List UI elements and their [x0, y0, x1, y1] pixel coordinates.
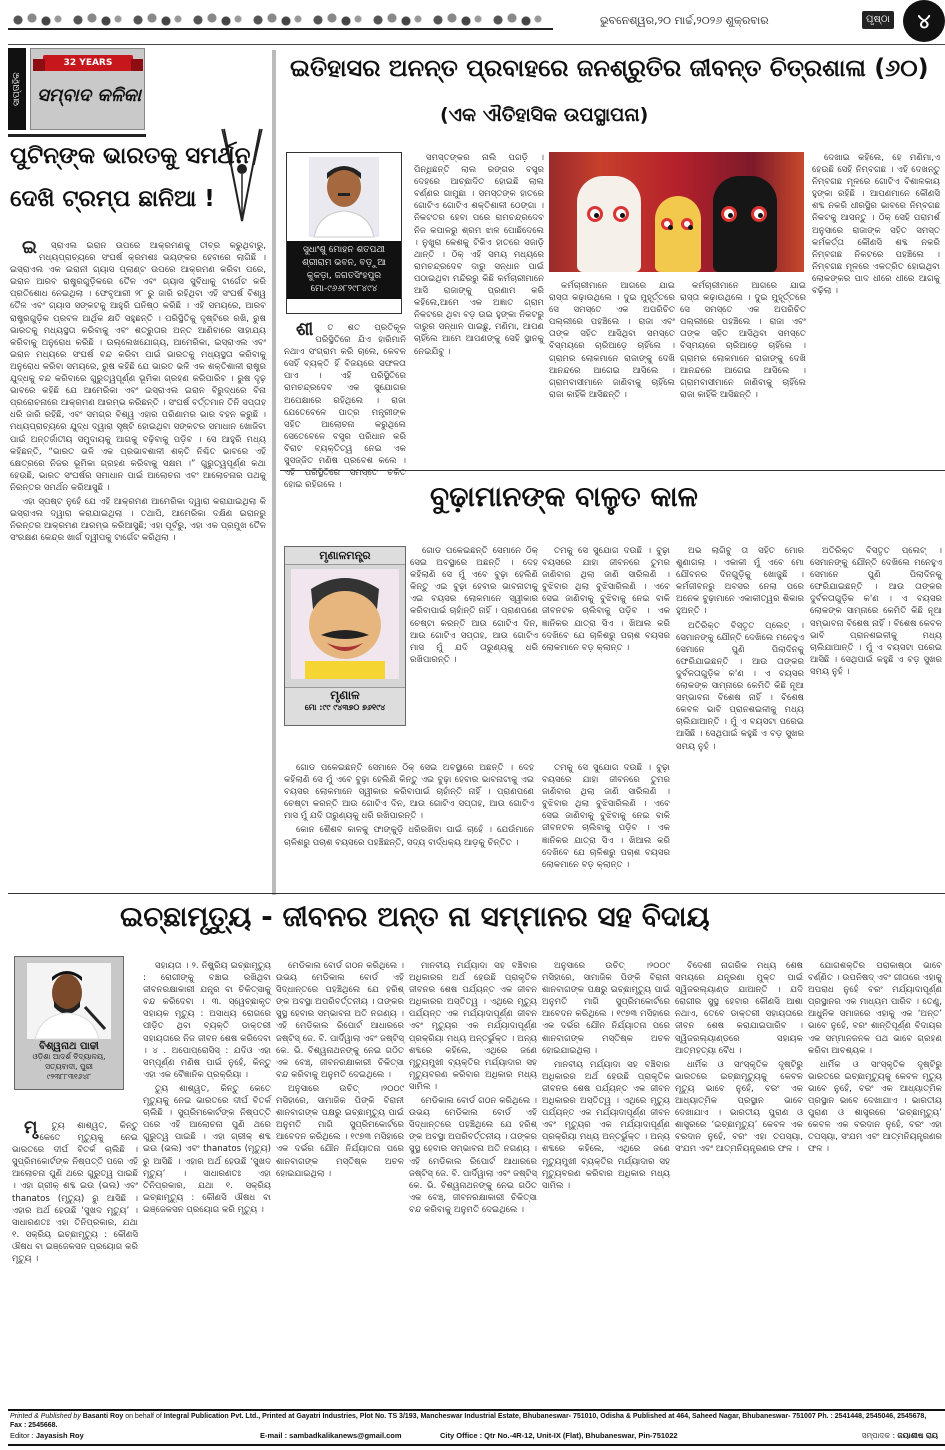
story1-column: [812, 152, 940, 462]
story1-column: [284, 319, 406, 491]
story3-column: [143, 960, 271, 1405]
story3-text: ତ୍ୟୁ ଶାଶ୍ୱତ, କିନ୍ତୁ କେତେ ମୃତ୍ୟୁକୁ ନେଇ ଭାରତରେ ଦୀର୍ଘ ବିତର୍କ ଚାଲିଛି । ସୁପ୍ରିମକୋର୍ଟଙ୍କ ନିଷ୍ପତ୍ତି ପରେ ଏହି ଆଲୋଚନା ପୁଣି ଥରେ ଗୁରୁତ୍ୱ ପାଇଛି । ଏହା ଗ୍ରୀକ୍ ଶବ୍ଦ ଇଉ (ଭଲ) ଏବଂ thanatos (ମୃତ୍ୟୁ) ରୁ ଆସିଛି । ଏହାର ଅର୍ଥ ହେଉଛି ‘ସୁଖଦ ମୃତ୍ୟୁ’ । ସାଧାରଣତଃ ଏହା ତିନିପ୍ରକାର, ଯଥା ୧. ସକ୍ରିୟ ଇଚ୍ଛାମୃତ୍ୟୁ : କୌଣସି ଔଷଧ ବା ଇଞ୍ଜେକସନ ପ୍ରୟୋଗ କରି ମୃତ୍ୟୁ ।: [12, 1121, 138, 1265]
imprint-details: Integral Publication Pvt. Ltd., Printed at Gayatri Industries, Plot No. TS 3/193, Mancheswar Industrial Estate, Bhubaneswar- 751010, Odisha & Published at 464, Saheed Nagar, Bhubaneswar- 751007 Ph. : 2541448, 2545046, 2545678, Fax : 2545668.: [10, 1413, 927, 1429]
editorial-paragraph: ସ୍ରାଏଲ ଇରାନ ଉପରେ ଆକ୍ରମଣକୁ ତୀବ୍ର କରୁଥିବାରୁ, ମଧ୍ୟପ୍ରାଚ୍ୟରେ ସଂଘର୍ଷ କ୍ରମଶଃ ଭୟଙ୍କର ହେବାରେ ଲାଗିଛି । ଇସ୍ରାଏଲ ଏକ ଇରାନୀ ଗ୍ୟାସ ପ୍ଲାଣ୍ଟ ଉପରେ ଆକ୍ରମଣ କରିବା ପରେ, ଇରାନ ଆରବ ରାଷ୍ଟ୍ରଗୁଡ଼ିକରେ ତୈଳ ଏବଂ ଗ୍ୟାସ ସୁବିଧାକୁ ଟାର୍ଗେଟ କରି ପ୍ରତିଶୋଧ ନେଇଥିଲା । ଫେବୃଆରୀ ୨୮ ରୁ ଜାରି ରହିଥିବା ଏହି ସଂଘର୍ଷ ବିଶ୍ୱ ତୈଳ ଏବଂ ଗ୍ୟାସ ସଙ୍କଟକୁ ଆହୁରି ଘନିଷ୍ଠ କରିଛି । ଏହି ସମୟରେ, ଆରବ ରାଷ୍ଟ୍ରଗୁଡ଼ିକ ପ୍ରବଳ ଆର୍ଥିକ କ୍ଷତି ସହୁଛନ୍ତି । ପରିସ୍ଥିତିକୁ ଦୃଷ୍ଟିରେ ରଖି, ରୁଷ ଭାରତକୁ ମଧ୍ୟସ୍ଥତା କରିବାକୁ ଏବଂ ଶତ୍ରୁତାର ଅନ୍ତ ଆଣିବାରେ ସାହାଯ୍ୟ କରିବାକୁ ଅନୁରୋଧ କରିଛି । ଉଲ୍ଲେଖଯୋଗ୍ୟ, ଆମେରିକା, ଇସ୍ରାଏଲ ଏବଂ ଇରାନ ମଧ୍ୟରେ ସଂଘର୍ଷ ବନ୍ଦ କରିବା ପାଇଁ ଭାରତକୁ ମଧ୍ୟସ୍ଥତା କରିବାକୁ ଅନୁରୋଧ କରିବା ସମୟରେ, ରୁଷ କହିଛି ଯେ ଭାରତ ଭଳି ଏକ ଶକ୍ତିଶାଳୀ ରାଷ୍ଟ୍ର ଯୁଦ୍ଧକୁ ବନ୍ଦ କରିବାରେ ଗୁରୁତ୍ୱପୂର୍ଣ୍ଣ ଭୂମିକା ଗ୍ରହଣ କରିପାରିବ । ରୁଷ ଦୃଢ଼ ଭାବରେ କହିଛି ଯେ ଆମେରିକା ଏବଂ ଇସ୍ରାଏଲ ଇରାନ ବିରୁଦ୍ଧରେ ବିନା ପ୍ରରୋଚନାରେ ଆକ୍ରମଣ ଆରମ୍ଭ କରିଛନ୍ତି । ସଂଘର୍ଷ ବର୍ତ୍ତମାନ ତିନି ସପ୍ତାହ ଧରି ଜାରି ରହିଛି, ଏବଂ ସମଗ୍ର ବିଶ୍ୱ ଏହାର ପରିଣାମର ଭାର ବହନ କରୁଛି । ମଧ୍ୟପ୍ରାଚ୍ୟରେ ଯୁଦ୍ଧ ଦ୍ୱାରା ସୃଷ୍ଟି ହୋଇଥିବା ସଙ୍କଟର ସମାଧାନ ଖୋଜିବା ପାଇଁ ଅନ୍ତର୍ଜାତୀୟ ସମୁଦାୟକୁ ଆଗକୁ ବଢ଼ିବାକୁ ପଡ଼ିବ । ସେ ଆହୁରି ମଧ୍ୟ କହିଛନ୍ତି, “ଭାରତ ଭଳି ଏକ ପ୍ରଭାବଶାଳୀ ଶକ୍ତି ନିଶ୍ଚିତ ଭାବରେ ଏହି କ୍ଷେତ୍ରରେ ନିଜର ଭୂମିକା ଗ୍ରହଣ କରିବାକୁ ସକ୍ଷମ ।” ଗୁରୁତ୍ୱପୂର୍ଣ୍ଣ କଥା ହେଉଛି, ଭାରତ ସଂଘର୍ଷର ସମାଧାନ ପାଇଁ ଆଲୋଚନା ଏବଂ ଆଲୋଚନାର ପଥକୁ ନିରନ୍ତର ସମର୍ଥନ କରିଆସୁଛି ।: [10, 241, 266, 493]
decorative-flower-band: [8, 10, 553, 30]
author-address: ଶ୍ରୀରାମ ଭବନ, ବଡ଼ୁଆ: [302, 258, 386, 268]
story2-text: ଅତିରିକ୍ତ ବିସ୍ତୃତ ପ୍ଲେଟ୍ । ସେମାନଙ୍କୁ ଯୌନ୍ତି ଦେଖିଲେ ମନେହୁଏ ସେମାନେ ପୁଣି ପିଲାଦିନକୁ ଫେରିଯାଇଛନ୍ତି । ଆଉ ତାଙ୍କର ଦୁର୍ବଳତାଗୁଡ଼ିକ କ'ଣ । ଏ ବୟସର ଲୋକଙ୍କ ସାମ୍ନାରେ କେମିତି କିଛି ନୂଆ ସମ୍ଭାବନା ବିଶେଷ ନାହିଁ । ବିଶେଷ କେବଳ ଭାବି ପ୍ରାନଶଇଳୀକୁ ମଧ୍ୟ ଚାଲିଯାଆନ୍ତି । ମୁଁ ଏ ବୟସଟା ପରେଇ ଆସିଛି । ସେଥିପାଇଁ କହୁଛି ଏ ବଡ଼ ସୁଖର ସମୟ ନୁହଁ ।: [676, 620, 804, 752]
editorial-headline-line1: ପୁଟିନ୍‌ଙ୍କ ଭାରତକୁ ସମର୍ଥନ: [10, 143, 251, 169]
page-number: ୪: [903, 0, 945, 42]
author-phone: ୯୨୩୮୮୩୧୬୪୮: [46, 1072, 92, 1081]
deity-subhadra: [655, 196, 701, 272]
column-name: ମୃଣାଳମନ୍ତ୍ର: [285, 547, 405, 565]
editorial-headline-line2: ଦେଖି ଟ୍ରମ୍ପ ଛାନିଆ !: [10, 186, 215, 212]
author-portrait: [309, 157, 379, 237]
story3-text: ଧାର୍ମିକ ଓ ସାଂସ୍କୃତିକ ଦୃଷ୍ଟିରୁ ଭାରତରେ ଇଚ୍ଛାମୃତ୍ୟୁକୁ କେବଳ ମୃତ୍ୟୁ ଭାବେ ନୁହେଁ, ବରଂ ଏକ ଆଧ୍ୟାତ୍ମିକ ପ୍ରସ୍ଥାନ ଭାବେ ଦେଖାଯାଏ । ଭାରତୀୟ ପୁରାଣ ଓ ଶାସ୍ତ୍ରରେ ‘ଇଚ୍ଛାମୃତ୍ୟୁ’ କେବଳ ଏକ ବରଦାନ ନୁହେଁ, ବରଂ ଏହା ତପସ୍ୟା, ସଂଯମ ଏବଂ ଆତ୍ମନିୟନ୍ତ୍ରଣର ଫଳ ।: [675, 1059, 803, 1155]
story1-subheadline: (ଏକ ଐତିହାସିକ ଉପସ୍ଥାପନା): [440, 104, 649, 126]
footer-rule: [8, 1409, 945, 1411]
story3-column: [276, 960, 404, 1405]
pen-nib-icon: [220, 125, 264, 225]
odia-editor-label: ସମ୍ପାଦକ :: [861, 1431, 896, 1440]
deity-balabhadra: [577, 176, 641, 272]
story3-text: ଅନୁସାରେ ଉଚିତ୍ ।୨୦୦୯ ମସିହାରେ, ସାମାଜିକ ପିଙ୍କି ବିରାନୀ ଶାନବାଗଙ୍କ ପକ୍ଷରୁ ଇଚ୍ଛାମୃତ୍ୟୁ ପାଇଁ ଅନୁମତି ମାଗି ସୁପ୍ରିମକୋର୍ଟରେ ଆବେଦନ କରିଥିଲେ । ୧୯୭୩ ମସିହାରେ ଏକ ଦର୍ଭର ଯୌନ ନିର୍ଯ୍ୟାତନା ପରେ ଶାନବାଗଙ୍କ ମସ୍ତିଷ୍କ ଅଚଳ ହୋଇଯାଇଥିଲା ।: [542, 961, 670, 1056]
story1-column: [680, 280, 806, 462]
story1-text: କର୍ମଚାରୀମାନେ ଆଗରେ ଯାଇ ରାସ୍ତା କଢ଼ାଉଥିଲେ । ଦୁଇ ମୁହୂର୍ତ୍ତରେ ସେ ସମସ୍ତେ ଏକ ଅପରିଚିତ ପଲ୍ଲୀରେ ପହଞ୍ଚିଲେ । ରାଜା ଏବଂ ତାଙ୍କ ସହିତ ଆସିଥିବା ସମସ୍ତେ ବିସ୍ମୟରେ ଚାରିଆଡ଼େ ଚାହିଁଲେ । ଗ୍ରାମର ଲୋକମାନେ ରାଜାଙ୍କୁ ଦେଖି ଆନନ୍ଦରେ ଆଗେଇ ଆସିଲେ । ଗ୍ରାମବାସୀମାନେ ଜାଣିବାକୁ ଚାହିଁଲେ ରାଜା କାହିଁକି ଆସିଛନ୍ତି ।: [549, 281, 675, 400]
story3-column: [12, 1117, 138, 1405]
story1-author-byline: [287, 241, 401, 299]
story3-text: ତ୍ୟୁ ଶାଶ୍ୱତ, କିନ୍ତୁ କେତେ ମୃତ୍ୟୁକୁ ନେଇ ଭାରତରେ ଦୀର୍ଘ ବିତର୍କ ଚାଲିଛି । ସୁପ୍ରିମକୋର୍ଟଙ୍କ ନିଷ୍ପତ୍ତି ପରେ ଏହି ଆଲୋଚନା ପୁଣି ଥରେ ଗୁରୁତ୍ୱ ପାଇଛି । ଏହା ଗ୍ରୀକ୍ ଶବ୍ଦ ଇଉ (ଭଲ) ଏବଂ thanatos (ମୃତ୍ୟୁ) ରୁ ଆସିଛି । ଏହାର ଅର୍ଥ ହେଉଛି ‘ସୁଖଦ ମୃତ୍ୟୁ’ । ସାଧାରଣତଃ ଏହା ତିନିପ୍ରକାର, ଯଥା ୧. ସକ୍ରିୟ ଇଚ୍ଛାମୃତ୍ୟୁ : କୌଣସି ଔଷଧ ବା ଇଞ୍ଜେକସନ ପ୍ରୟୋଗ କରି ମୃତ୍ୟୁ ।: [143, 1083, 271, 1215]
story2-text: ଗୋଡ ପକେଇଛନ୍ତି ସେମାନେ ଠିକ୍ ସେଇ ଅବସ୍ଥାରେ ଅଛନ୍ତି । ଦେହ କହିଲାଣି ସେ ମୁଁ ଏବେ ବୁଢ଼ା ହେଲିଣି କିନ୍ତୁ ଏଇ ବୁଢ଼ା ହେବାର ଭାବନାଟାକୁ ଏଇ ବୟସର ଲୋକମାନେ ସ୍ୱୀକାର କରିବାପାଇଁ ଚାହାଁନ୍ତି ନାହିଁ । ପ୍ରାଣପଣେ ଚେଷ୍ଟା କରନ୍ତି ଆଉ ଗୋଟିଏ ଦିନ, ଆଉ ଗୋଟିଏ ସପ୍ତାହ, ଆଉ ଗୋଟିଏ ମାସ ମୁଁ ଯଦି ତାରୁଣ୍ୟକୁ ଧରି ରଖିପାରନ୍ତି ।: [410, 546, 538, 665]
story2-column: [542, 545, 670, 760]
story3-author-byline: [15, 1041, 123, 1082]
odia-editor-name: ଜୟାଶୀଷ ରାୟ: [897, 1431, 938, 1440]
author-portrait: [27, 963, 111, 1039]
publisher-name: Basanti Roy: [82, 1413, 124, 1420]
story3-dropcap: ମୃ: [24, 1117, 38, 1138]
story1-dropcap: ଶୀ: [296, 319, 314, 340]
story1-text: କର୍ମଚାରୀମାନେ ଆଗରେ ଯାଇ ରାସ୍ତା କଢ଼ାଉଥିଲେ । ଦୁଇ ମୁହୂର୍ତ୍ତରେ ସେ ସମସ୍ତେ ଏକ ଅପରିଚିତ ପଲ୍ଲୀରେ ପହଞ୍ଚିଲେ । ରାଜା ଏବଂ ତାଙ୍କ ସହିତ ଆସିଥିବା ସମସ୍ତେ ବିସ୍ମୟରେ ଚାରିଆଡ଼େ ଚାହିଁଲେ । ଗ୍ରାମର ଲୋକମାନେ ରାଜାଙ୍କୁ ଦେଖି ଆନନ୍ଦରେ ଆଗେଇ ଆସିଲେ । ଗ୍ରାମବାସୀମାନେ ଜାଣିବାକୁ ଚାହିଁଲେ ରାଜା କାହିଁକି ଆସିଛନ୍ତି ।: [680, 281, 806, 400]
jagannath-trinity-image: [549, 152, 804, 272]
story3-column: [542, 960, 670, 1405]
editorial-dropcap: ଇ: [22, 237, 37, 258]
author-phone: ମୋ-୯୬୬୮୨୯୮୪୯୪: [310, 284, 378, 294]
story2-text: ତମକୁ ସେ ସୁଯୋଗ ଦଉଛି । ବୁଢ଼ା ବୟସରେ ଯାହା ଜୀବନରେ ତୁମର ଜାଣିବାର ଥିଲା ଜାଣି ସାରିଲଣି । ବୁଝିବାର ଥିଲା ବୁଝିସାରିଲଣି । ଏବେ ସେଇ ଜାଣିବାକୁ ବୁଝିବାକୁ ନେଇ ବାକି ଜୀବନଟକ ଚାଲିବାକୁ ପଡ଼ିବ । ଏକ ଜ୍ଞାନିକର ଯାତ୍ରା ସିଏ । ଖିଆଲ କରି ଦେଖିବେ ଯେ ଚାଳିଶରୁ ପଚାଶ ବୟସର ଲୋକମାନେ ବଡ଼ କ୍ଲାନ୍ତ ।: [542, 546, 670, 653]
newspaper-logo: [30, 48, 145, 130]
column-divider: [272, 50, 276, 895]
footer-contact-row: [10, 1431, 938, 1441]
story3-author-box: [14, 956, 124, 1090]
author-address: କୁକଡ଼ା, ଜଗତସିଂହପୁର: [306, 271, 382, 281]
caricature-illustration: [291, 569, 399, 679]
story2-column: [542, 762, 670, 872]
author-school: ଓଡ଼ିଶା ଆଦର୍ଶ ବିଦ୍ୟାଳୟ,: [32, 1052, 106, 1061]
story3-text: ଅନୁସାରେ ଉଚିତ୍ ।୨୦୦୯ ମସିହାରେ, ସାମାଜିକ ପିଙ୍କି ବିରାନୀ ଶାନବାଗଙ୍କ ପକ୍ଷରୁ ଇଚ୍ଛାମୃତ୍ୟୁ ପାଇଁ ଅନୁମତି ମାଗି ସୁପ୍ରିମକୋର୍ଟରେ ଆବେଦନ କରିଥିଲେ । ୧୯୭୩ ମସିହାରେ ଏକ ଦର୍ଭର ଯୌନ ନିର୍ଯ୍ୟାତନା ପରେ ଶାନବାଗଙ୍କ ମସ୍ତିଷ୍କ ଅଚଳ ହୋଇଯାଇଥିଲା ।: [276, 1083, 404, 1179]
story3-headline: ଇଚ୍ଛାମୃତ୍ୟୁ - ଜୀବନର ଅନ୍ତ ନା ସମ୍ମାନର ସହ ବିଦାୟ: [120, 900, 710, 933]
story1-author-box: [286, 152, 402, 314]
story2-column: [676, 545, 804, 870]
story1-text: ତ ଶତ ପ୍ରତିକୂଳ ପରିସ୍ଥିତିରେ ଯିଏ ହାରିମାନି ନଥାଏ ସଂଗ୍ରାମ କରି ଚାଲେ, କେବଳ ସେହିଁ ବ୍ୟକ୍ତି ହିଁ ବିଜୟରେ ସଫଳତା ପାଏ । ଏହି ପରିସ୍ଥିତିରେ ରାମଚନ୍ଦ୍ରଦେବ ଏକ ସୁଯୋଗର ଅପେକ୍ଷାରେ ରହିଥିଲେ । ରାଜା ଯେତେବେଳେ ପାତ୍ର ମନ୍ତ୍ରୀଙ୍କ ସହିତ ଆଲୋଚନା କରୁଥିଲେ ସେତେବେଳେ ବସ୍ତ୍ର ପରିଧାନ କରି ବିରାଟ ବ୍ୟକ୍ତିତ୍ୱ ନେଇ ଏକ ସୁସଜ୍ଜିତ ମଣିଷ ପ୍ରବେଶ କଲେ । ଏହି ପରିସ୍ଥିତିରେ ସମସ୍ତେ ଚକିତ ହୋଇ ରହିଗଲେ ।: [284, 323, 406, 491]
story2-text: ଗୋଡ ପକେଇଛନ୍ତି ସେମାନେ ଠିକ୍ ସେଇ ଅବସ୍ଥାରେ ଅଛନ୍ତି । ଦେହ କହିଲାଣି ସେ ମୁଁ ଏବେ ବୁଢ଼ା ହେଲିଣି କିନ୍ତୁ ଏଇ ବୁଢ଼ା ହେବାର ଭାବନାଟାକୁ ଏଇ ବୟସର ଲୋକମାନେ ସ୍ୱୀକାର କରିବାପାଇଁ ଚାହାଁନ୍ତି ନାହିଁ । ପ୍ରାଣପଣେ ଚେଷ୍ଟା କରନ୍ତି ଆଉ ଗୋଟିଏ ଦିନ, ଆଉ ଗୋଟିଏ ସପ୍ତାହ, ଆଉ ଗୋଟିଏ ମାସ ମୁଁ ଯଦି ତାରୁଣ୍ୟକୁ ଧରି ରଖିପାରନ୍ତି ।: [284, 763, 534, 822]
columnist-byline: [285, 687, 405, 725]
author-name: ବିଶ୍ୱନାଥ ପାଢୀ: [39, 1041, 99, 1052]
editor-label: Editor :: [10, 1431, 34, 1440]
imprint-line: [10, 1412, 938, 1430]
story3-text: ମେଡିକାଲ ବୋର୍ଡ ଗଠନ କରିଥିଲେ । ଉଭୟ ମେଡିକାଲ ବୋର୍ଡ ଏହି ସିଦ୍ଧାନ୍ତରେ ପହଞ୍ଚିଥିଲେ ଯେ ହରିଶ୍ ଙ୍କ ଅବସ୍ଥା ଅପରିବର୍ତ୍ତନୀୟ । ତାଙ୍କର ସୁସ୍ଥ ହେବାର ସମ୍ଭାବନା ଅତି ନଗଣ୍ୟ ।ଏହି ମେଡିକାଲ ରିପୋର୍ଟ ଆଧାରରେ ଜଷ୍ଟିସ୍ ଜେ. ବି. ପାର୍ଦିୱାଲା ଏବଂ ଜଷ୍ଟିସ୍ କେ. ଭି. ବିଶ୍ୱନାଥନଙ୍କୁ ନେଇ ଗଠିତ ଏକ ବେଞ୍ଚ୍, ଜୀବନରକ୍ଷାକାରୀ ଚିକିତ୍ସା ବନ୍ଦ କରିବାକୁ ଅନୁମତି ଦେଇଥିଲେ ।: [276, 961, 404, 1080]
editor-name: Jayasish Roy: [35, 1431, 84, 1440]
story2-column: [284, 762, 534, 872]
deity-jagannath: [713, 176, 777, 272]
story3-text: ମାନବୀୟ ମର୍ଯ୍ୟାଦା ସହ ବଞ୍ଚିବାର ଅଧିକାରର ଅର୍ଥ ହେଉଛି ପ୍ରାକୃତିକ ଜୀବନର ଶେଷ ପର୍ଯ୍ୟନ୍ତ ଏକ ଜୀବନ ଅଧିକାରର ଅସ୍ତିତ୍ୱ । ଏଥିରେ ମୃତ୍ୟୁ ପର୍ଯ୍ୟନ୍ତ ଏକ ମର୍ଯ୍ୟାଦାପୂର୍ଣ୍ଣ ଜୀବନ ଏବଂ ମୃତ୍ୟୁର ଏକ ମର୍ଯ୍ୟାଦାପୂର୍ଣ୍ଣ ପ୍ରକ୍ରିୟା ମଧ୍ୟ ଅନ୍ତର୍ଭୁକ୍ତ । ଅନ୍ୟ ଶବ୍ଦରେ କହିଲେ, ଏଥିରେ ଜଣେ ମୃତ୍ୟୁମୁଖୀ ବ୍ୟକ୍ତିର ମର୍ଯ୍ୟାଦାର ସହ ମୃତ୍ୟୁବରଣ କରିବାର ଅଧିକାର ମଧ୍ୟ ସାମିଲ ।: [542, 1059, 670, 1191]
story3-text: ଯୋଗଶକ୍ତିର ପରାକାଷ୍ଠା ଭାବେ ବର୍ଣ୍ଣିତ । ଉପନିଷଦ୍ ଏବଂ ଗୀତାରେ ଏହାକୁ ଅପରାଧ ନୁହେଁ ବରଂ ମର୍ଯ୍ୟାଦାପୂର୍ଣ୍ଣ ପ୍ରସ୍ଥାନର ଏକ ମାଧ୍ୟମ ପାରିବ । ତେଣୁ, ଆଧୁନିକ ସମାଜରେ ଏହାକୁ ଏକ ‘ଅନ୍ତ’ ଭାବେ ନୁହେଁ, ବରଂ ଶାନ୍ତିପୂର୍ଣ୍ଣ ବିଦାୟର ଏକ ସମ୍ମାନଜନକ ପଥ ଭାବେ ଗ୍ରହଣ କରିବା ଆବଶ୍ୟକ ।: [808, 961, 942, 1056]
story1-headline: ଇତିହାସର ଅନନ୍ତ ପ୍ରବାହରେ ଜନଶ୍ରୁତିର ଜୀବନ୍ତ ଚିତ୍ରଶାଳା (୬୦): [290, 54, 929, 82]
sidebar-rule: [8, 134, 146, 137]
newspaper-name: ସମ୍ବାଦ କଳିକା: [37, 85, 141, 106]
masthead-rule: [8, 44, 945, 45]
anniversary-ribbon: 32 YEARS: [43, 55, 133, 71]
odia-editor-credit: [862, 1431, 938, 1441]
columnist-name: ମୃଣାଳ: [330, 688, 360, 702]
story3-column: [409, 960, 537, 1405]
section-rule: [8, 893, 945, 894]
story2-column: [810, 545, 942, 870]
story1-text: ଦେଖାଇ କହିଲେ, ହେ ମଣିମା,ଏ ହେଉଛି ସେହି ନିମ୍ବଗଛ । ଏହି ଦେଖନ୍ତୁ ନିମ୍ବଗଛ ମୂଳରେ ଗୋଟିଏ ବିଶାଳକାୟ ହୁଙ୍କା ରହିଛି । ଆପଣମାନେ କୌଣସି ଶବ୍ଦ ନକରି ଧୀରସ୍ଥିର ଭାବରେ ନିମ୍ବଗଛ ନିକଟକୁ ଆସନ୍ତୁ । ଠିକ୍ ସେହି ପରାମର୍ଶ ଅନୁସାରେ ରାଜାଙ୍କ ସହିତ ସମସ୍ତ କର୍ମକର୍ତ୍ତା କୌଣସି ଶବ୍ଦ ନକରି ନିମ୍ବଗଛ ନିକଟରେ ପହଞ୍ଚିଲେ । ନିମ୍ବଗଛ ମୂଳରେ ଏକତ୍ରିତ ହୋଇଥିବା ଲୋକଙ୍କର ପାଦ ଧୀରେ ଧୀରେ ଆଗକୁ ବଢ଼ିଲା ।: [812, 153, 940, 297]
story1-column: [549, 280, 675, 462]
story2-headline: ବୁଢ଼ାମାନଙ୍କ ବାଳୁତ କାଳ: [430, 480, 698, 513]
columnist-box: [284, 546, 406, 726]
weekly-label: ସାପ୍ତାହିକ: [8, 48, 26, 130]
story3-text: ସହାୟତା । ୨. ନିଷ୍କ୍ରିୟ ଇଚ୍ଛାମୃତ୍ୟୁ : ରୋଗୀଙ୍କୁ ବଞ୍ଚାଇ ରଖିଥିବା ଜୀବନରକ୍ଷାକାରୀ ଯନ୍ତ୍ର ବା ଚିକିତ୍ସାକୁ ବନ୍ଦ କରିଦେବା । ୩. ସ୍ୱେଚ୍ଛାକୃତ ସହାୟକ ମୃତ୍ୟୁ : ଅସାଧ୍ୟ ରୋଗରେ ପୀଡ଼ିତ ଥିବା ବ୍ୟକ୍ତି ଡାକ୍ତରୀ ସହାୟତାରେ ନିଜ ଜୀବନ ଶେଷ କରିଦେବା । ୪ . ଅପୋପ୍ରୋସିସ୍ : ଯଦିଓ ଏହା ସମ୍ପୂର୍ଣ୍ଣ ମଣିଷ ପାଇଁ ନୁହେଁ, କିନ୍ତୁ ଏହା ଏକ ବୈଜ୍ଞାନିକ ପ୍ରକ୍ରିୟା ।: [143, 961, 271, 1080]
story2-text: ଅତିରିକ୍ତ ବିସ୍ତୃତ ପ୍ଲେଟ୍ । ସେମାନଙ୍କୁ ଯୌନ୍ତି ଦେଖିଲେ ମନେହୁଏ ସେମାନେ ପୁଣି ପିଲାଦିନକୁ ଫେରିଯାଇଛନ୍ତି । ଆଉ ତାଙ୍କର ଦୁର୍ବଳତାଗୁଡ଼ିକ କ'ଣ । ଏ ବୟସର ଲୋକଙ୍କ ସାମ୍ନାରେ କେମିତି କିଛି ନୂଆ ସମ୍ଭାବନା ବିଶେଷ ନାହିଁ । ବିଶେଷ କେବଳ ଭାବି ପ୍ରାନଶଇଳୀକୁ ମଧ୍ୟ ଚାଲିଯାଆନ୍ତି । ମୁଁ ଏ ବୟସଟା ପରେଇ ଆସିଛି । ସେଥିପାଇଁ କହୁଛି ଏ ବଡ଼ ସୁଖର ସମୟ ନୁହଁ ।: [810, 546, 942, 677]
story2-text: କୋନ ଶୈଶବ କାଳକୁ ଫାଙ୍କୁଡ଼ି ଧରିରଖିବା ପାଇଁ ଚାହେଁ । ଯେଉଁମାନେ ଚାଳିଶରୁ ପଚାଶ ବୟସରେ ପହଞ୍ଚିଛନ୍ତି, ସଦ୍ୟ ବାର୍ଦ୍ଧକ୍ୟ ଆଡ଼କୁ ଚିନ୍ତିତ ।: [284, 825, 534, 848]
editorial-body: [10, 237, 266, 888]
imprint-prefix: Printed & Published by: [10, 1413, 81, 1420]
editorial-paragraph: ଏହା ସ୍ପଷ୍ଟ ନୁହେଁ ଯେ ଏହି ଆକ୍ରମଣ ଆମେରିକା ଦ୍ୱାରା କରାଯାଇଥିଲା କି ଇସ୍ରାଏଲ ଦ୍ୱାରା କରାଯାଇଥିଲା । ତଥାପି, ଆମେରିକା ଦକ୍ଷିଣ ଇରାନରୁ ନିରନ୍ତର ଆକ୍ରମଣ ଆରମ୍ଭ କରିଆସୁଛି; ଏହା ପୂର୍ବରୁ, ଏହା ଏକ ପ୍ରମୁଖ ତୈଳ ସଂରକ୍ଷଣ କେନ୍ଦ୍ର ଖାର୍ଗ ଦ୍ୱୀପକୁ ଟାର୍ଗେଟ କରିଥିଲା ।: [10, 496, 266, 544]
story3-column: [675, 960, 803, 1405]
story3-text: ବିଦେଶୀ ନାଗରିକ ମଧ୍ୟ ଶେଷ ସମୟରେ ଯନ୍ତ୍ରଣା ମୁକ୍ତ ପାଇଁ ସ୍ୱିଜରଲ୍ୟାଣ୍ଡ ଯାଆନ୍ତି । ଯଦି ରୋଗୀର ସୁସ୍ଥ ହେବାର କୌଣସି ଆଶା ନଥାଏ, ତେବେ ଡାକ୍ତରୀ ସହାୟତାରେ ଜୀବନ ଶେଷ କରାଯାଇପାରିବ । ସ୍ୱିଜରଲ୍ୟାଣ୍ଡରେ ସହାୟକ ଆତ୍ମହତ୍ୟା ବୈଧ ।: [675, 961, 803, 1056]
editor-credit: [10, 1431, 84, 1441]
story3-text: ଧାର୍ମିକ ଓ ସାଂସ୍କୃତିକ ଦୃଷ୍ଟିରୁ ଭାରତରେ ଇଚ୍ଛାମୃତ୍ୟୁକୁ କେବଳ ମୃତ୍ୟୁ ଭାବେ ନୁହେଁ, ବରଂ ଏକ ଆଧ୍ୟାତ୍ମିକ ପ୍ରସ୍ଥାନ ଭାବେ ଦେଖାଯାଏ । ଭାରତୀୟ ପୁରାଣ ଓ ଶାସ୍ତ୍ରରେ ‘ଇଚ୍ଛାମୃତ୍ୟୁ’ କେବଳ ଏକ ବରଦାନ ନୁହେଁ, ବରଂ ଏହା ତପସ୍ୟା, ସଂଯମ ଏବଂ ଆତ୍ମନିୟନ୍ତ୍ରଣର ଫଳ ।: [808, 1059, 942, 1155]
email-contact[interactable]: E-mail : sambadkalikanews@gmail.com: [260, 1431, 402, 1440]
story2-text: ଅଭ ଲାଗିବୁ ତା ସହିତ ମୋର ଶୁଣାଗଲା । ଏକାକୀ ମୁଁ ଏବେ ମୋ ଯୌବନର ଦିନଗୁଡ଼ିକୁ ଖୋଜୁଛି । କର୍ମଜୀବନରୁ ଅବସର ନେଲା ପରେ ଅନେକ ବୁଢ଼ାମାନେ ଏକାକୀତ୍ୱର ଶିକାର ହୁଅନ୍ତି ।: [676, 546, 804, 617]
author-name: ସୁଧାଂଶୁ ମୋହନ ଶତପଥୀ: [302, 245, 386, 255]
story2-text: ତମକୁ ସେ ସୁଯୋଗ ଦଉଛି । ବୁଢ଼ା ବୟସରେ ଯାହା ଜୀବନରେ ତୁମର ଜାଣିବାର ଥିଲା ଜାଣି ସାରିଲଣି । ବୁଝିବାର ଥିଲା ବୁଝିସାରିଲଣି । ଏବେ ସେଇ ଜାଣିବାକୁ ବୁଝିବାକୁ ନେଇ ବାକି ଜୀବନଟକ ଚାଲିବାକୁ ପଡ଼ିବ । ଏକ ଜ୍ଞାନିକର ଯାତ୍ରା ସିଏ । ଖିଆଲ କରି ଦେଖିବେ ଯେ ଚାଳିଶରୁ ପଚାଶ ବୟସର ଲୋକମାନେ ବଡ଼ କ୍ଲାନ୍ତ ।: [542, 763, 670, 870]
imprint-mid: on behalf of: [125, 1413, 162, 1420]
issue-date: ଭୁବନେଶ୍ୱର,୨୦ ମାର୍ଚ୍ଚ,୨୦୨୬ ଶୁକ୍ରବାର: [600, 14, 769, 27]
story1-text: ସମସ୍ତଙ୍କର ନାଲି ପଗଡ଼ି । ପିନ୍ଧିଛନ୍ତି ଲାଲ ରଙ୍ଗର ବସ୍ତ୍ର ଦେହରେ ଆଚ୍ଛାଦିତ ହୋଇଛି ଲାଲ ବର୍ଣ୍ଣର ଗାମୁଛା । ସମସ୍ତଙ୍କ ହାତରେ ଗୋଟିଏ ଗୋଟିଏ ଶକ୍ତିଶାଳୀ ଠେଙ୍ଗା । ନିକଟତର ହେବା ପରେ ରାମଚନ୍ଦ୍ରଦେବ ନିଜ କପାଳରୁ ଶ୍ରମ ଝାଳ ପୋଛିଦେଲେ । ନୁଖୁରା କେଶକୁ ଟିକିଏ ହାତରେ ସଜାଡ଼ି ଥାନ୍ତି । ଠିକ୍ ଏହି ସମୟ ମଧ୍ୟରେ ରାମଚନ୍ଦ୍ରଦେବ ଦାରୁ ସନ୍ଧାନ ପାଇଁ ପଠାଇଥିବା ମନ୍ଦିରରୁ କିଛି କର୍ମଚାରୀମାନେ ଆସି ରାଜାଙ୍କୁ ପ୍ରଣାମ କରି କହିଲେ,ଆମେ ଏକ ଅଜ୍ଞାତ ଗ୍ରାମ ନିକଟରେ ଥିବା ବଡ଼ ଉଇ ହୁଙ୍କା ନିକଟରୁ ଦାରୁର ସନ୍ଧାନ ପାଇଛୁ, ମଣିମା, ଆପଣ ଚାହିଁଲେ ଆମେ ଆପଣଙ୍କୁ ସେହି ସ୍ଥାନକୁ ନେଇଯିବୁ ।: [414, 153, 544, 357]
masthead: [0, 0, 945, 42]
footer-rule: [8, 1444, 945, 1446]
story2-column: [410, 545, 538, 760]
columnist-phone: ମୋ :୯୯ ୯୪୩୭୦ ୭୬୧୯୪: [304, 703, 386, 712]
city-office: City Office : Qtr No.-4R-12, Unit-IX (Flat), Bhubaneswar, Pin-751022: [440, 1431, 678, 1440]
story3-column: [808, 960, 942, 1405]
section-rule: [280, 470, 945, 471]
page-label: ପୃଷ୍ଠା: [862, 11, 894, 29]
author-address: ସତ୍ୟବାଦୀ, ପୁରୀ: [45, 1062, 93, 1071]
story3-text: ମାନବୀୟ ମର୍ଯ୍ୟାଦା ସହ ବଞ୍ଚିବାର ଅଧିକାରର ଅର୍ଥ ହେଉଛି ପ୍ରାକୃତିକ ଜୀବନର ଶେଷ ପର୍ଯ୍ୟନ୍ତ ଏକ ଜୀବନ ଅଧିକାରର ଅସ୍ତିତ୍ୱ । ଏଥିରେ ମୃତ୍ୟୁ ପର୍ଯ୍ୟନ୍ତ ଏକ ମର୍ଯ୍ୟାଦାପୂର୍ଣ୍ଣ ଜୀବନ ଏବଂ ମୃତ୍ୟୁର ଏକ ମର୍ଯ୍ୟାଦାପୂର୍ଣ୍ଣ ପ୍ରକ୍ରିୟା ମଧ୍ୟ ଅନ୍ତର୍ଭୁକ୍ତ । ଅନ୍ୟ ଶବ୍ଦରେ କହିଲେ, ଏଥିରେ ଜଣେ ମୃତ୍ୟୁମୁଖୀ ବ୍ୟକ୍ତିର ମର୍ଯ୍ୟାଦାର ସହ ମୃତ୍ୟୁବରଣ କରିବାର ଅଧିକାର ମଧ୍ୟ ସାମିଲ ।: [409, 961, 537, 1092]
story1-column: [414, 152, 544, 462]
story3-text: ମେଡିକାଲ ବୋର୍ଡ ଗଠନ କରିଥିଲେ । ଉଭୟ ମେଡିକାଲ ବୋର୍ଡ ଏହି ସିଦ୍ଧାନ୍ତରେ ପହଞ୍ଚିଥିଲେ ଯେ ହରିଶ୍ ଙ୍କ ଅବସ୍ଥା ଅପରିବର୍ତ୍ତନୀୟ । ତାଙ୍କର ସୁସ୍ଥ ହେବାର ସମ୍ଭାବନା ଅତି ନଗଣ୍ୟ ।ଏହି ମେଡିକାଲ ରିପୋର୍ଟ ଆଧାରରେ ଜଷ୍ଟିସ୍ ଜେ. ବି. ପାର୍ଦିୱାଲା ଏବଂ ଜଷ୍ଟିସ୍ କେ. ଭି. ବିଶ୍ୱନାଥନଙ୍କୁ ନେଇ ଗଠିତ ଏକ ବେଞ୍ଚ୍, ଜୀବନରକ୍ଷାକାରୀ ଚିକିତ୍ସା ବନ୍ଦ କରିବାକୁ ଅନୁମତି ଦେଇଥିଲେ ।: [409, 1096, 537, 1215]
